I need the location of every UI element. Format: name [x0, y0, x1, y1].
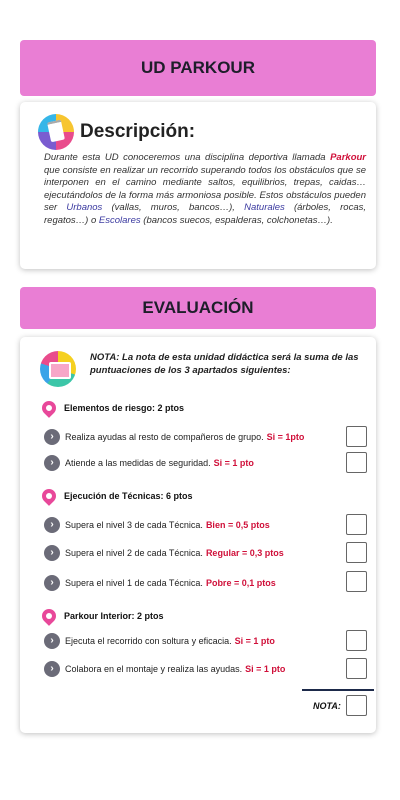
parkour-highlight: Parkour [330, 152, 366, 163]
item-label: Realiza ayudas al resto de compañeros de grupo. [65, 432, 264, 442]
section-tecnicas [42, 489, 193, 503]
image-icon [40, 351, 76, 387]
list-item [44, 545, 284, 561]
description-title: Descripción: [80, 121, 196, 142]
item-points: Si = 1 pto [234, 636, 275, 646]
list-item [44, 575, 276, 591]
item-text [65, 520, 270, 530]
notes-icon [38, 114, 74, 150]
list-item [44, 429, 304, 445]
score-checkbox[interactable] [346, 426, 367, 447]
list-item [44, 633, 275, 649]
location-pin-icon [39, 606, 59, 626]
score-checkbox[interactable] [346, 514, 367, 535]
item-text [65, 578, 276, 588]
description-text [44, 152, 366, 228]
item-text [65, 548, 284, 558]
item-points: Bien = 0,5 ptos [205, 520, 270, 530]
section-title: Ejecución de Técnicas: 6 ptos [64, 491, 193, 501]
item-points: Si = 1 pto [213, 458, 254, 468]
desc-part: (árboles, rocas, regatos…) o [44, 202, 366, 226]
item-text [65, 664, 285, 674]
score-checkbox[interactable] [346, 630, 367, 651]
final-grade-box[interactable] [346, 695, 367, 716]
location-pin-icon [39, 398, 59, 418]
chevron-right-icon: › [44, 455, 60, 471]
item-text [65, 432, 304, 442]
score-checkbox[interactable] [346, 658, 367, 679]
chevron-right-icon: › [44, 517, 60, 533]
desc-part: (vallas, muros, bancos…), [102, 202, 245, 214]
desc-part: que consiste en realizar un recorrido superando todos los obstáculos que se interponen en el camino mediante saltos, equilibrios, trepas, caidas… ejecutándolos de la forma más armoniosa posible. Estos obstáculos pueden ser [44, 164, 366, 214]
list-item [44, 455, 254, 471]
category-naturales: Naturales [244, 202, 285, 214]
chevron-right-icon: › [44, 633, 60, 649]
item-points: Si = 1pto [266, 432, 305, 442]
chevron-right-icon: › [44, 429, 60, 445]
item-points: Si = 1 pto [245, 664, 286, 674]
description-card [20, 102, 376, 269]
section-riesgo [42, 401, 184, 415]
item-label: Supera el nivel 2 de cada Técnica. [65, 548, 203, 558]
item-points: Pobre = 0,1 ptos [205, 578, 276, 588]
final-grade-label: NOTA: [313, 701, 341, 711]
list-item [44, 661, 285, 677]
item-points: Regular = 0,3 ptos [205, 548, 284, 558]
score-checkbox[interactable] [346, 542, 367, 563]
section-title: Elementos de riesgo: 2 ptos [64, 403, 185, 413]
evaluation-note-text: NOTA: La nota de esta unidad didáctica será la suma de las puntuaciones de los 3 apartados siguientes: [90, 352, 359, 376]
category-urbanos: Urbanos [66, 202, 103, 214]
chevron-right-icon: › [44, 661, 60, 677]
item-label: Atiende a las medidas de seguridad. [65, 458, 211, 468]
item-label: Supera el nivel 1 de cada Técnica. [65, 578, 203, 588]
score-checkbox[interactable] [346, 571, 367, 592]
section-title: Parkour Interior: 2 ptos [64, 611, 164, 621]
chevron-right-icon: › [44, 545, 60, 561]
item-label: Supera el nivel 3 de cada Técnica. [65, 520, 203, 530]
chevron-right-icon: › [44, 575, 60, 591]
desc-part: (bancos suecos, espalderas, colchonetas…). [140, 214, 333, 226]
item-label: Ejecuta el recorrido con soltura y eficacia. [65, 636, 232, 646]
title-banner: UD PARKOUR [20, 40, 376, 96]
evaluation-note [40, 351, 370, 387]
item-text [65, 458, 254, 468]
item-text [65, 636, 275, 646]
score-checkbox[interactable] [346, 452, 367, 473]
evaluation-banner: EVALUACIÓN [20, 287, 376, 329]
description-header [38, 114, 195, 150]
category-escolares: Escolares [98, 214, 141, 226]
location-pin-icon [39, 486, 59, 506]
evaluation-card [20, 337, 376, 733]
section-interior [42, 609, 164, 623]
desc-part: Durante esta UD conoceremos una disciplina deportiva llamada [44, 152, 331, 163]
divider [302, 689, 374, 691]
list-item [44, 517, 270, 533]
item-label: Colabora en el montaje y realiza las ayudas. [65, 664, 243, 674]
